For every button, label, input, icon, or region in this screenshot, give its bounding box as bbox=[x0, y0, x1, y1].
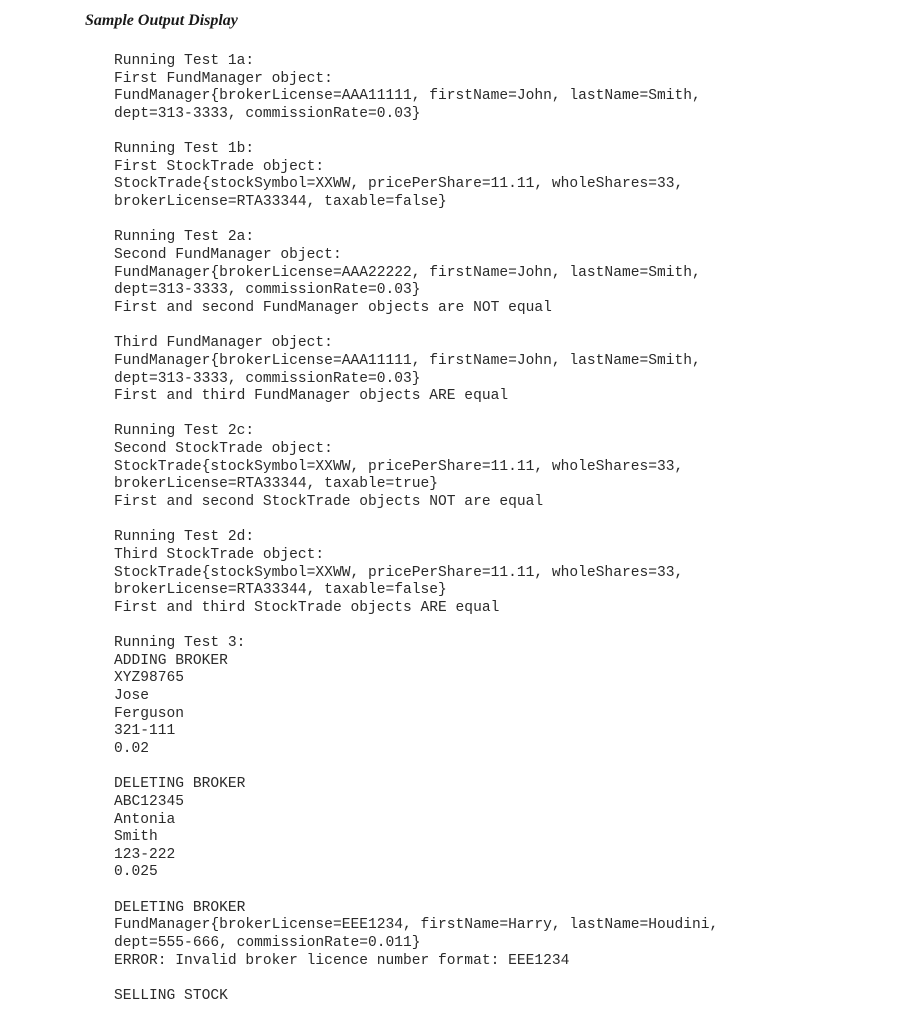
output-line: DELETING BROKER bbox=[114, 899, 246, 916]
output-line: First and second FundManager objects are NOT equal bbox=[114, 299, 552, 316]
output-line: dept=313-3333, commissionRate=0.03} bbox=[114, 370, 421, 387]
output-line: XYZ98765 bbox=[114, 670, 185, 687]
output-line: First and second StockTrade objects NOT are equal bbox=[114, 494, 544, 511]
output-line: Third FundManager object: bbox=[114, 335, 333, 352]
page-title: Sample Output Display bbox=[85, 12, 238, 29]
output-block bbox=[114, 335, 894, 406]
output-line: Running Test 1b: bbox=[114, 141, 255, 158]
output-line: Running Test 3: bbox=[114, 635, 246, 652]
output-line: Ferguson bbox=[114, 705, 185, 722]
output-line: Second FundManager object: bbox=[114, 247, 342, 264]
output-line: Running Test 2d: bbox=[114, 529, 255, 546]
output-line: brokerLicense=RTA33344, taxable=false} bbox=[114, 194, 447, 211]
output-block bbox=[114, 900, 894, 971]
output-block bbox=[114, 635, 894, 758]
output-block bbox=[114, 141, 894, 212]
output-line: Running Test 2c: bbox=[114, 423, 255, 440]
output-line: ERROR: Invalid broker licence number format: EEE1234 bbox=[114, 952, 570, 969]
output-line: 321-111 bbox=[114, 723, 176, 740]
output-line: 0.025 bbox=[114, 864, 158, 881]
output-line: dept=313-3333, commissionRate=0.03} bbox=[114, 105, 421, 122]
console-output bbox=[114, 53, 894, 1023]
output-line: dept=313-3333, commissionRate=0.03} bbox=[114, 282, 421, 299]
output-line: ADDING BROKER bbox=[114, 652, 228, 669]
output-line: Running Test 1a: bbox=[114, 53, 255, 69]
output-line: FundManager{brokerLicense=AAA22222, firstName=John, lastName=Smith, bbox=[114, 264, 701, 281]
output-line: Smith bbox=[114, 829, 158, 846]
output-line: StockTrade{stockSymbol=XXWW, pricePerShare=11.11, wholeShares=33, bbox=[114, 176, 684, 193]
output-line: FundManager{brokerLicense=EEE1234, firstName=Harry, lastName=Houdini, bbox=[114, 917, 719, 934]
output-line: First and third StockTrade objects ARE equal bbox=[114, 599, 500, 616]
output-line: Jose bbox=[114, 688, 150, 705]
output-line: Second StockTrade object: bbox=[114, 441, 333, 458]
output-line: 0.02 bbox=[114, 740, 150, 757]
output-block bbox=[114, 776, 894, 882]
output-line: StockTrade{stockSymbol=XXWW, pricePerShare=11.11, wholeShares=33, bbox=[114, 458, 684, 475]
output-line: DELETING BROKER bbox=[114, 776, 246, 793]
output-line: dept=555-666, commissionRate=0.011} bbox=[114, 935, 421, 952]
output-line: First StockTrade object: bbox=[114, 158, 325, 175]
output-line: brokerLicense=RTA33344, taxable=false} bbox=[114, 582, 447, 599]
output-block bbox=[114, 229, 894, 317]
output-line: Running Test 2a: bbox=[114, 229, 255, 246]
output-line: brokerLicense=RTA33344, taxable=true} bbox=[114, 476, 439, 493]
output-line: First FundManager object: bbox=[114, 70, 333, 87]
output-line: FundManager{brokerLicense=AAA11111, firstName=John, lastName=Smith, bbox=[114, 352, 701, 369]
output-line: SELLING STOCK bbox=[114, 987, 228, 1004]
output-block bbox=[114, 53, 894, 124]
output-line: 123-222 bbox=[114, 846, 176, 863]
output-block bbox=[114, 988, 894, 1006]
output-line: Antonia bbox=[114, 811, 176, 828]
output-line: FundManager{brokerLicense=AAA11111, firstName=John, lastName=Smith, bbox=[114, 88, 701, 105]
output-line: StockTrade{stockSymbol=XXWW, pricePerShare=11.11, wholeShares=33, bbox=[114, 564, 684, 581]
output-line: First and third FundManager objects ARE equal bbox=[114, 388, 509, 405]
output-line: Third StockTrade object: bbox=[114, 546, 325, 563]
output-block bbox=[114, 529, 894, 617]
output-line: ABC12345 bbox=[114, 793, 185, 810]
output-block bbox=[114, 423, 894, 511]
